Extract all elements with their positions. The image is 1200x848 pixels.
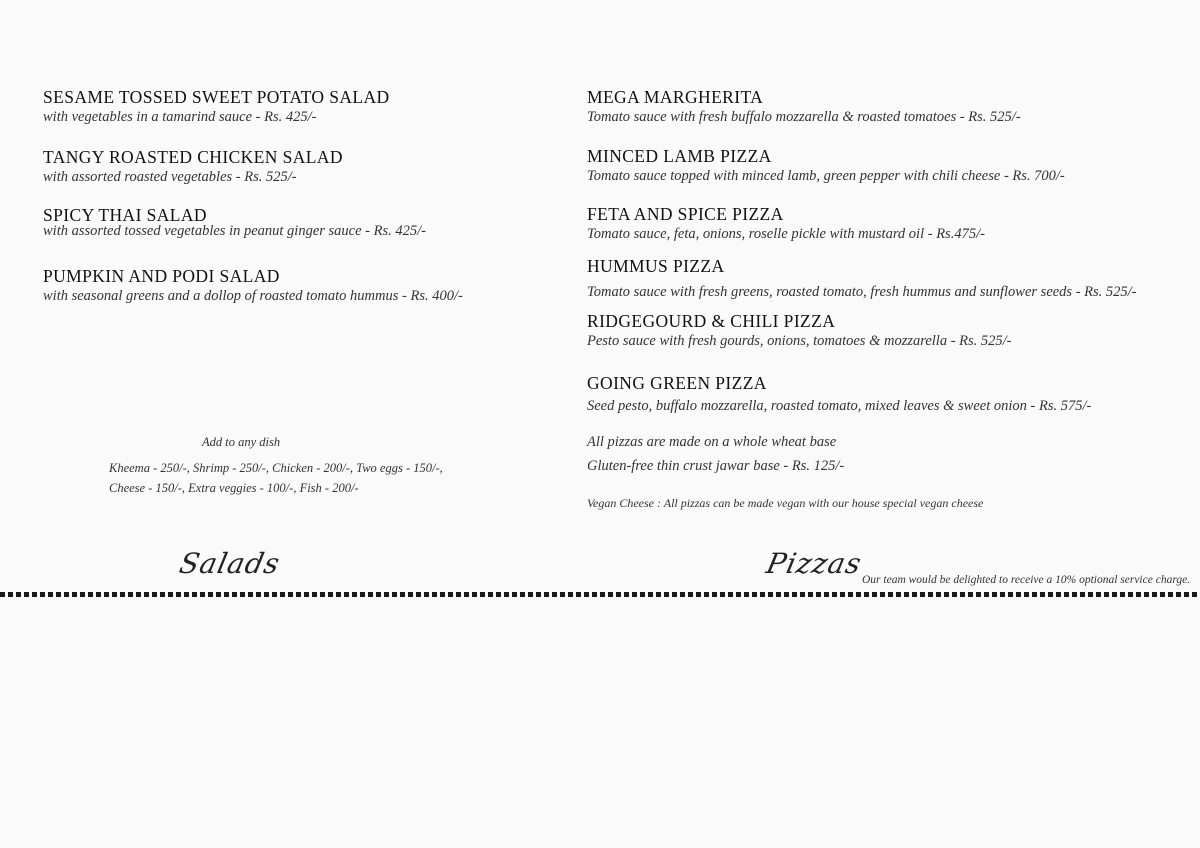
dotted-divider — [0, 592, 1200, 597]
item-name: MINCED LAMB PIZZA — [587, 146, 772, 166]
menu-item-pumpkin-salad — [43, 266, 463, 305]
addons-line-1: Kheema - 250/-, Shrimp - 250/-, Chicken - 200/-, Two eggs - 150/-, — [109, 461, 443, 475]
menu-item-sesame-salad — [43, 87, 390, 126]
item-description: Tomato sauce with fresh buffalo mozzarella & roasted tomatoes - Rs. 525/- — [587, 109, 1021, 125]
salads-section-title: Salads — [176, 547, 284, 580]
menu-item-thai-salad — [43, 205, 426, 240]
menu-item-minced-lamb-pizza — [587, 146, 1065, 185]
item-name: TANGY ROASTED CHICKEN SALAD — [43, 147, 343, 167]
item-description: with vegetables in a tamarind sauce - Rs. 425/- — [43, 109, 317, 125]
item-name: HUMMUS PIZZA — [587, 256, 725, 276]
item-description: with assorted tossed vegetables in peanut ginger sauce - Rs. 425/- — [43, 223, 426, 239]
item-name: GOING GREEN PIZZA — [587, 373, 767, 393]
pizzas-section-title: Pizzas — [763, 547, 865, 580]
item-name: SESAME TOSSED SWEET POTATO SALAD — [43, 87, 390, 107]
item-description: Seed pesto, buffalo mozzarella, roasted tomato, mixed leaves & sweet onion - Rs. 575/- — [587, 398, 1092, 414]
gluten-free-note: Gluten-free thin crust jawar base - Rs. 125/- — [587, 458, 845, 474]
menu-item-feta-spice-pizza — [587, 204, 985, 243]
item-name: SPICY THAI SALAD — [43, 205, 207, 225]
item-description: Tomato sauce, feta, onions, roselle pickle with mustard oil - Rs.475/- — [587, 226, 985, 242]
item-name: MEGA MARGHERITA — [587, 87, 764, 107]
item-description: Tomato sauce topped with minced lamb, green pepper with chili cheese - Rs. 700/- — [587, 168, 1065, 184]
menu-item-going-green-pizza — [587, 373, 1091, 415]
item-description: with assorted roasted vegetables - Rs. 525/- — [43, 169, 297, 185]
item-name: RIDGEGOURD & CHILI PIZZA — [587, 311, 836, 331]
menu-item-chicken-salad — [43, 147, 343, 186]
pizza-base-note: All pizzas are made on a whole wheat base — [587, 434, 837, 450]
item-description: Tomato sauce with fresh greens, roasted tomato, fresh hummus and sunflower seeds - Rs. 525/- — [587, 284, 1137, 300]
menu-item-hummus-pizza — [587, 256, 1137, 301]
menu-item-ridgegourd-chili-pizza — [587, 311, 1012, 350]
item-description: Pesto sauce with fresh gourds, onions, tomatoes & mozzarella - Rs. 525/- — [587, 333, 1012, 349]
addons-heading: Add to any dish — [202, 435, 281, 449]
service-charge-note: Our team would be delighted to receive a 10% optional service charge. — [862, 574, 1191, 586]
addons-line-2: Cheese - 150/-, Extra veggies - 100/-, Fish - 200/- — [109, 481, 359, 495]
item-name: FETA AND SPICE PIZZA — [587, 204, 784, 224]
menu-item-mega-margherita — [587, 87, 1021, 126]
item-name: PUMPKIN AND PODI SALAD — [43, 266, 280, 286]
vegan-cheese-note: Vegan Cheese : All pizzas can be made vegan with our house special vegan cheese — [587, 496, 984, 510]
item-description: with seasonal greens and a dollop of roasted tomato hummus - Rs. 400/- — [43, 288, 463, 304]
